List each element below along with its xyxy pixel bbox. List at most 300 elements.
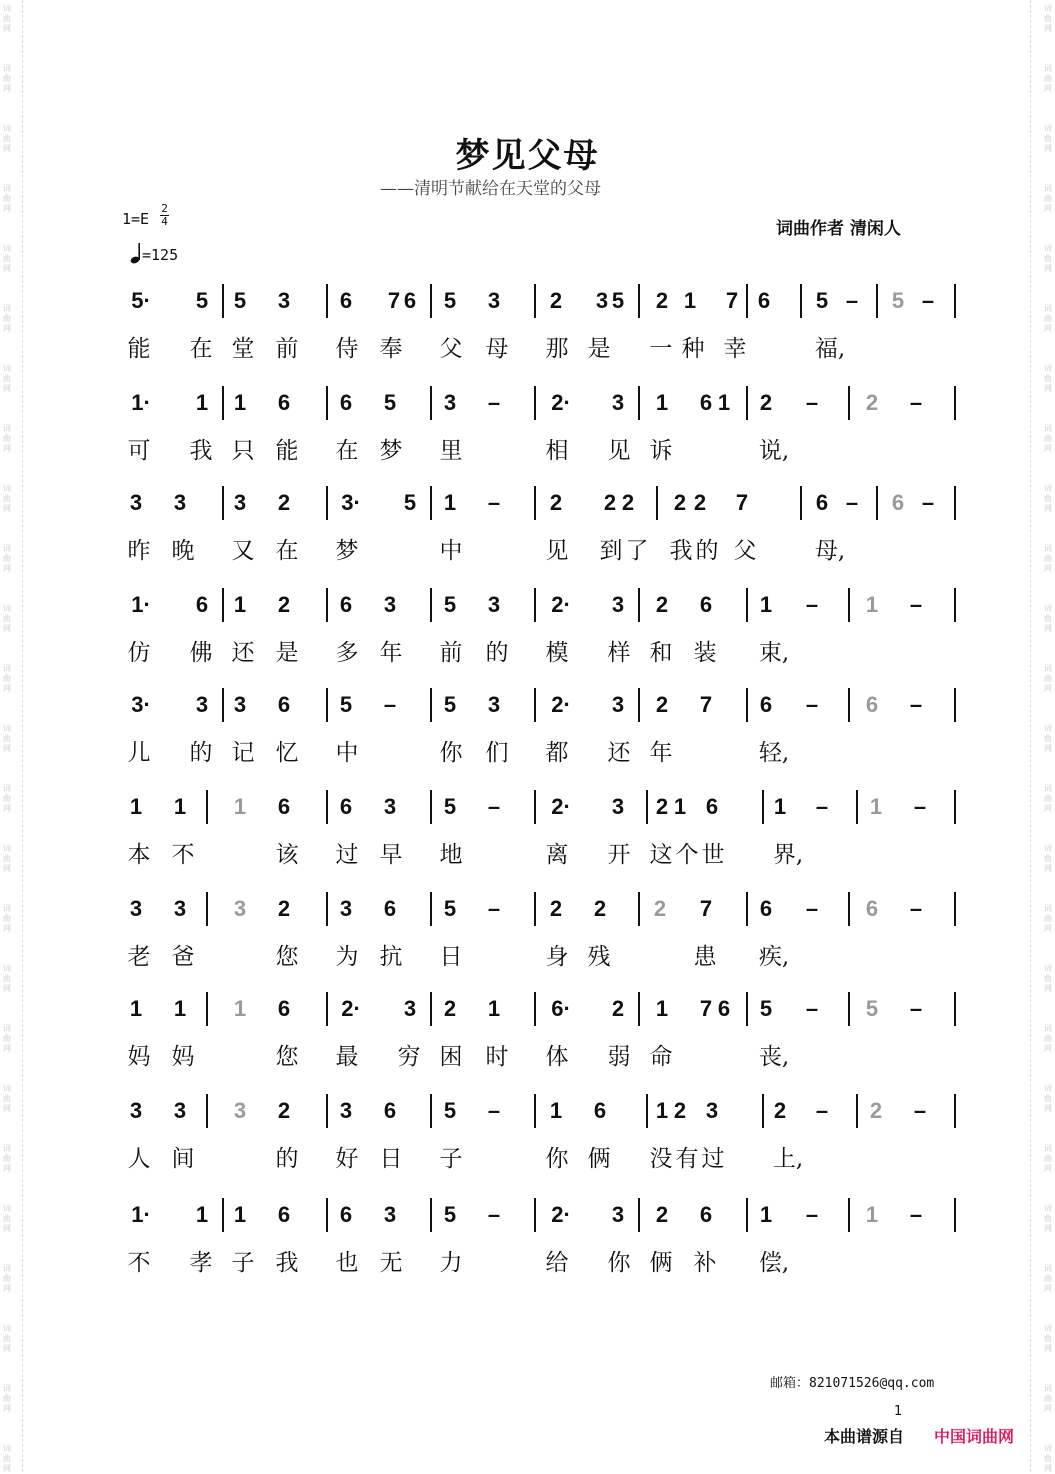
bar-line — [848, 892, 850, 926]
bar-line — [848, 386, 850, 420]
lyric-char: 还 — [607, 740, 631, 766]
lyric-char: 到 — [599, 538, 623, 564]
note: – — [805, 996, 819, 1021]
notes-line — [0, 488, 1055, 532]
watermark-mark: 词 曲 网 — [3, 244, 11, 273]
note: 3 — [705, 1098, 719, 1123]
note: 1 — [759, 1202, 773, 1227]
note: – — [921, 490, 935, 515]
note: 2 — [773, 1098, 787, 1123]
score-row — [0, 488, 1055, 588]
lyric-char: 日 — [439, 944, 463, 970]
watermark-mark: 词 曲 网 — [1044, 1264, 1052, 1293]
source-brand: 中国词曲网 — [934, 1427, 1015, 1446]
note: 3 — [383, 794, 397, 819]
notes-line — [0, 388, 1055, 432]
watermark-mark: 词 曲 网 — [1044, 964, 1052, 993]
lyric-char: 俩 — [649, 1250, 673, 1276]
lyric-char: 你 — [545, 1146, 569, 1172]
lyric-char: 子 — [439, 1146, 463, 1172]
note: 6 — [195, 592, 209, 617]
note: 2 — [593, 896, 607, 921]
author-credit: 词曲作者 清闲人 — [776, 219, 901, 239]
note: 2 — [621, 490, 635, 515]
bar-line — [326, 1094, 328, 1128]
lyric-char: 轻, — [758, 740, 790, 766]
watermark-mark: 词 曲 网 — [3, 1444, 11, 1473]
lyric-char: 的 — [695, 538, 719, 564]
lyric-char: 母, — [814, 538, 846, 564]
lyrics-line — [0, 1038, 1055, 1074]
note: 1 — [683, 288, 697, 313]
watermark-mark: 词 曲 网 — [1044, 244, 1052, 273]
bar-line — [856, 790, 858, 824]
lyric-char: 也 — [335, 1250, 359, 1276]
lyrics-line — [0, 330, 1055, 366]
note: 5 — [759, 996, 773, 1021]
note: – — [805, 390, 819, 415]
note: 5 — [611, 288, 625, 313]
bar-line — [534, 688, 536, 722]
note: 1 — [773, 794, 787, 819]
note: 3 — [443, 390, 457, 415]
lyric-char: 说, — [758, 438, 790, 464]
note: 3 — [195, 692, 209, 717]
bar-line — [856, 1094, 858, 1128]
lyrics-line — [0, 938, 1055, 974]
time-signature-bottom: 4 — [161, 215, 168, 228]
lyric-char: 种 — [681, 336, 705, 362]
bar-line — [326, 486, 328, 520]
note: – — [921, 288, 935, 313]
lyrics-line — [0, 432, 1055, 468]
note: 1· — [131, 1202, 151, 1227]
lyric-char: 仿 — [127, 640, 151, 666]
bar-line — [954, 588, 956, 622]
note: 1 — [869, 794, 883, 819]
lyric-char: 又 — [231, 538, 255, 564]
bar-line — [430, 992, 432, 1026]
bar-line — [800, 486, 802, 520]
lyric-char: 不 — [127, 1250, 151, 1276]
watermark-mark: 词 曲 网 — [3, 484, 11, 513]
lyric-char: 年 — [379, 640, 403, 666]
lyric-char: 您 — [275, 944, 299, 970]
watermark-mark: 词 曲 网 — [3, 1084, 11, 1113]
lyric-char: 疾, — [758, 944, 790, 970]
lyric-char: 的 — [485, 640, 509, 666]
lyric-char: 相 — [545, 438, 569, 464]
bar-line — [762, 790, 764, 824]
lyric-char: 忆 — [275, 740, 299, 766]
lyric-char: 们 — [485, 740, 509, 766]
bar-line — [534, 1094, 536, 1128]
lyric-char: 丧, — [758, 1044, 790, 1070]
bar-line — [954, 386, 956, 420]
note: 6 — [699, 1202, 713, 1227]
note: 6 — [277, 1202, 291, 1227]
watermark-mark: 词 曲 网 — [1044, 4, 1052, 33]
note: 7 — [699, 996, 713, 1021]
note: 1 — [195, 1202, 209, 1227]
bar-line — [430, 892, 432, 926]
watermark-mark: 词 曲 网 — [3, 904, 11, 933]
note: – — [805, 692, 819, 717]
bar-line — [326, 386, 328, 420]
lyric-char: 不 — [171, 842, 195, 868]
note: 1 — [655, 996, 669, 1021]
lyric-char: 父 — [439, 336, 463, 362]
bar-line — [206, 790, 208, 824]
song-subtitle: ——清明节献给在天堂的父母 — [380, 179, 601, 199]
lyric-char: 堂 — [231, 336, 255, 362]
lyric-char: 了 — [625, 538, 649, 564]
note: 2 — [549, 896, 563, 921]
bar-line — [326, 588, 328, 622]
note: 3· — [341, 490, 361, 515]
lyric-char: 离 — [545, 842, 569, 868]
watermark-mark: 词 曲 网 — [3, 664, 11, 693]
note: 2 — [655, 1202, 669, 1227]
note: 2· — [551, 692, 571, 717]
note: 5 — [443, 1098, 457, 1123]
lyric-char: 残 — [587, 944, 611, 970]
watermark-mark: 词 曲 网 — [3, 844, 11, 873]
lyric-char: 孝 — [189, 1250, 213, 1276]
bar-line — [800, 284, 802, 318]
note: 5 — [443, 592, 457, 617]
note: 1 — [129, 794, 143, 819]
note: 2 — [277, 592, 291, 617]
lyric-char: 个 — [675, 842, 699, 868]
note: 1 — [195, 390, 209, 415]
lyric-char: 是 — [587, 336, 611, 362]
bar-line — [326, 992, 328, 1026]
note: 2· — [551, 1202, 571, 1227]
watermark-mark: 词 曲 网 — [1044, 1144, 1052, 1173]
note: 6 — [699, 592, 713, 617]
note: 2· — [341, 996, 361, 1021]
note: 6 — [383, 1098, 397, 1123]
notes-line — [0, 690, 1055, 734]
lyric-char: 人 — [127, 1146, 151, 1172]
watermark-mark: 词 曲 网 — [1044, 184, 1052, 213]
bar-line — [876, 284, 878, 318]
note: 6 — [403, 288, 417, 313]
note: 5 — [443, 896, 457, 921]
watermark-mark: 词 曲 网 — [1044, 664, 1052, 693]
lyric-char: 只 — [231, 438, 255, 464]
note: – — [487, 1202, 501, 1227]
lyric-char: 本 — [127, 842, 151, 868]
bar-line — [206, 1094, 208, 1128]
note: – — [909, 896, 923, 921]
lyric-char: 诉 — [649, 438, 673, 464]
note: 2· — [551, 794, 571, 819]
lyric-char: 多 — [335, 640, 359, 666]
bar-line — [534, 386, 536, 420]
lyric-char: 日 — [379, 1146, 403, 1172]
watermark-mark: 词 曲 网 — [3, 364, 11, 393]
note: 3 — [129, 896, 143, 921]
bar-line — [954, 790, 956, 824]
note: 3 — [233, 896, 247, 921]
lyric-char: 的 — [189, 740, 213, 766]
bar-line — [954, 486, 956, 520]
bar-line — [746, 588, 748, 622]
note: 7 — [699, 692, 713, 717]
notes-line — [0, 590, 1055, 634]
lyric-char: 老 — [127, 944, 151, 970]
bar-line — [222, 386, 224, 420]
note: 1 — [865, 1202, 879, 1227]
note: 1· — [131, 592, 151, 617]
note: 3 — [611, 390, 625, 415]
note: 1 — [673, 794, 687, 819]
score-row — [0, 388, 1055, 488]
lyric-char: 早 — [379, 842, 403, 868]
bar-line — [638, 284, 640, 318]
watermark-mark: 词 曲 网 — [3, 4, 11, 33]
note: 7 — [735, 490, 749, 515]
bar-line — [534, 892, 536, 926]
score-row — [0, 286, 1055, 386]
bar-line — [848, 688, 850, 722]
bar-line — [746, 992, 748, 1026]
note: 2 — [611, 996, 625, 1021]
watermark-mark: 词 曲 网 — [3, 1264, 11, 1293]
note: – — [913, 794, 927, 819]
lyric-char: 困 — [439, 1044, 463, 1070]
lyric-char: 前 — [275, 336, 299, 362]
note: 2 — [655, 794, 669, 819]
bar-line — [848, 1198, 850, 1232]
watermark-mark: 词 曲 网 — [1044, 724, 1052, 753]
note: 6 — [593, 1098, 607, 1123]
lyric-char: 穷 — [397, 1044, 421, 1070]
note: 2 — [693, 490, 707, 515]
note: 2 — [443, 996, 457, 1021]
watermark-mark: 词 曲 网 — [3, 1324, 11, 1353]
bar-line — [954, 992, 956, 1026]
score-row — [0, 994, 1055, 1094]
note: 6 — [815, 490, 829, 515]
lyric-char: 没 — [649, 1146, 673, 1172]
note: 3 — [277, 288, 291, 313]
bar-line — [746, 892, 748, 926]
lyric-char: 在 — [189, 336, 213, 362]
notes-line — [0, 994, 1055, 1038]
note: 5 — [891, 288, 905, 313]
note: 1 — [233, 390, 247, 415]
lyric-char: 那 — [545, 336, 569, 362]
watermark-mark: 词 曲 网 — [3, 544, 11, 573]
lyric-char: 见 — [607, 438, 631, 464]
bar-line — [206, 992, 208, 1026]
song-title: 梦见父母 — [455, 136, 600, 176]
note: 2 — [653, 896, 667, 921]
note: 3 — [487, 592, 501, 617]
note: – — [383, 692, 397, 717]
lyric-char: 见 — [545, 538, 569, 564]
source-label: 本曲谱源自 — [824, 1427, 905, 1446]
lyric-char: 我 — [189, 438, 213, 464]
bar-line — [430, 688, 432, 722]
bar-line — [534, 486, 536, 520]
lyrics-line — [0, 734, 1055, 770]
lyric-char: 好 — [335, 1146, 359, 1172]
bar-line — [848, 588, 850, 622]
notes-line — [0, 792, 1055, 836]
note: 3 — [595, 288, 609, 313]
note: 5 — [443, 794, 457, 819]
bar-line — [430, 588, 432, 622]
lyric-char: 这 — [649, 842, 673, 868]
bar-line — [746, 1198, 748, 1232]
lyric-char: 无 — [379, 1250, 403, 1276]
notes-line — [0, 894, 1055, 938]
bar-line — [222, 284, 224, 318]
notes-line — [0, 1200, 1055, 1244]
bar-line — [326, 1198, 328, 1232]
score-row — [0, 690, 1055, 790]
note: 6 — [277, 390, 291, 415]
watermark-mark: 词 曲 网 — [1044, 364, 1052, 393]
bar-line — [954, 284, 956, 318]
bar-line — [430, 790, 432, 824]
watermark-mark: 词 曲 网 — [1044, 1384, 1052, 1413]
watermark-mark: 词 曲 网 — [1044, 1204, 1052, 1233]
bar-line — [326, 892, 328, 926]
note: – — [909, 692, 923, 717]
key-signature: 1=E — [122, 210, 150, 228]
bar-line — [430, 1094, 432, 1128]
note: 1 — [173, 794, 187, 819]
note: 2 — [655, 288, 669, 313]
note: 2 — [277, 896, 291, 921]
watermark-mark: 词 曲 网 — [3, 604, 11, 633]
bar-line — [638, 1198, 640, 1232]
lyric-char: 最 — [335, 1044, 359, 1070]
watermark-mark: 词 曲 网 — [1044, 124, 1052, 153]
note: – — [815, 1098, 829, 1123]
note: 6 — [865, 896, 879, 921]
bar-line — [206, 892, 208, 926]
lyric-char: 患 — [693, 944, 717, 970]
lyric-char: 束, — [758, 640, 790, 666]
lyric-char: 命 — [649, 1044, 673, 1070]
note: 6 — [339, 794, 353, 819]
note: 2 — [673, 1098, 687, 1123]
note: 6 — [277, 692, 291, 717]
note: 6· — [551, 996, 571, 1021]
note: 6 — [339, 1202, 353, 1227]
note: 6 — [865, 692, 879, 717]
watermark-mark: 词 曲 网 — [3, 1204, 11, 1233]
note: – — [805, 896, 819, 921]
note: 5· — [131, 288, 151, 313]
note: 6 — [339, 592, 353, 617]
note: 5 — [195, 288, 209, 313]
note: 2· — [551, 390, 571, 415]
lyric-char: 间 — [171, 1146, 195, 1172]
bar-line — [638, 688, 640, 722]
lyric-char: 侍 — [335, 336, 359, 362]
bar-line — [222, 486, 224, 520]
note: 3 — [233, 1098, 247, 1123]
note: 5 — [815, 288, 829, 313]
watermark-mark: 词 曲 网 — [3, 1144, 11, 1173]
watermark-mark: 词 曲 网 — [3, 784, 11, 813]
note: 2 — [277, 490, 291, 515]
note: – — [487, 490, 501, 515]
score-row — [0, 792, 1055, 892]
lyric-char: 抗 — [379, 944, 403, 970]
lyric-char: 爸 — [171, 944, 195, 970]
lyric-char: 妈 — [171, 1044, 195, 1070]
note: 3· — [131, 692, 151, 717]
bar-line — [430, 1198, 432, 1232]
lyric-char: 都 — [545, 740, 569, 766]
note: 1 — [549, 1098, 563, 1123]
lyric-char: 里 — [439, 438, 463, 464]
lyric-char: 的 — [275, 1146, 299, 1172]
note: 6 — [339, 288, 353, 313]
notes-line — [0, 286, 1055, 330]
note: 3 — [611, 794, 625, 819]
note: 1 — [233, 1202, 247, 1227]
bar-line — [222, 688, 224, 722]
lyric-char: 上, — [772, 1146, 804, 1172]
note: 2 — [277, 1098, 291, 1123]
lyric-char: 奉 — [379, 336, 403, 362]
note: 6 — [277, 996, 291, 1021]
note: – — [805, 592, 819, 617]
lyric-char: 地 — [439, 842, 463, 868]
note: 6 — [759, 896, 773, 921]
lyric-char: 儿 — [127, 740, 151, 766]
note: – — [909, 996, 923, 1021]
note: 3 — [173, 1098, 187, 1123]
watermark-mark: 词 曲 网 — [1044, 1084, 1052, 1113]
time-signature-top: 2 — [161, 202, 168, 215]
bar-line — [848, 992, 850, 1026]
bar-line — [954, 1094, 956, 1128]
lyric-char: 幸 — [723, 336, 747, 362]
note: 1 — [655, 1098, 669, 1123]
note: 5 — [339, 692, 353, 717]
lyric-char: 昨 — [127, 538, 151, 564]
watermark-mark: 词 曲 网 — [1044, 424, 1052, 453]
note: 5 — [443, 1202, 457, 1227]
bar-line — [222, 1198, 224, 1232]
note: 1 — [173, 996, 187, 1021]
bar-line — [954, 688, 956, 722]
note: 3 — [611, 692, 625, 717]
note: 1 — [759, 592, 773, 617]
note: 5 — [383, 390, 397, 415]
note: 3 — [129, 490, 143, 515]
score-row — [0, 1096, 1055, 1196]
note: 2 — [655, 692, 669, 717]
score-row — [0, 1200, 1055, 1300]
lyric-char: 体 — [545, 1044, 569, 1070]
lyric-char: 模 — [545, 640, 569, 666]
lyric-char: 装 — [693, 640, 717, 666]
note: 5 — [403, 490, 417, 515]
watermark-mark: 词 曲 网 — [1044, 1444, 1052, 1473]
note: 6 — [383, 896, 397, 921]
